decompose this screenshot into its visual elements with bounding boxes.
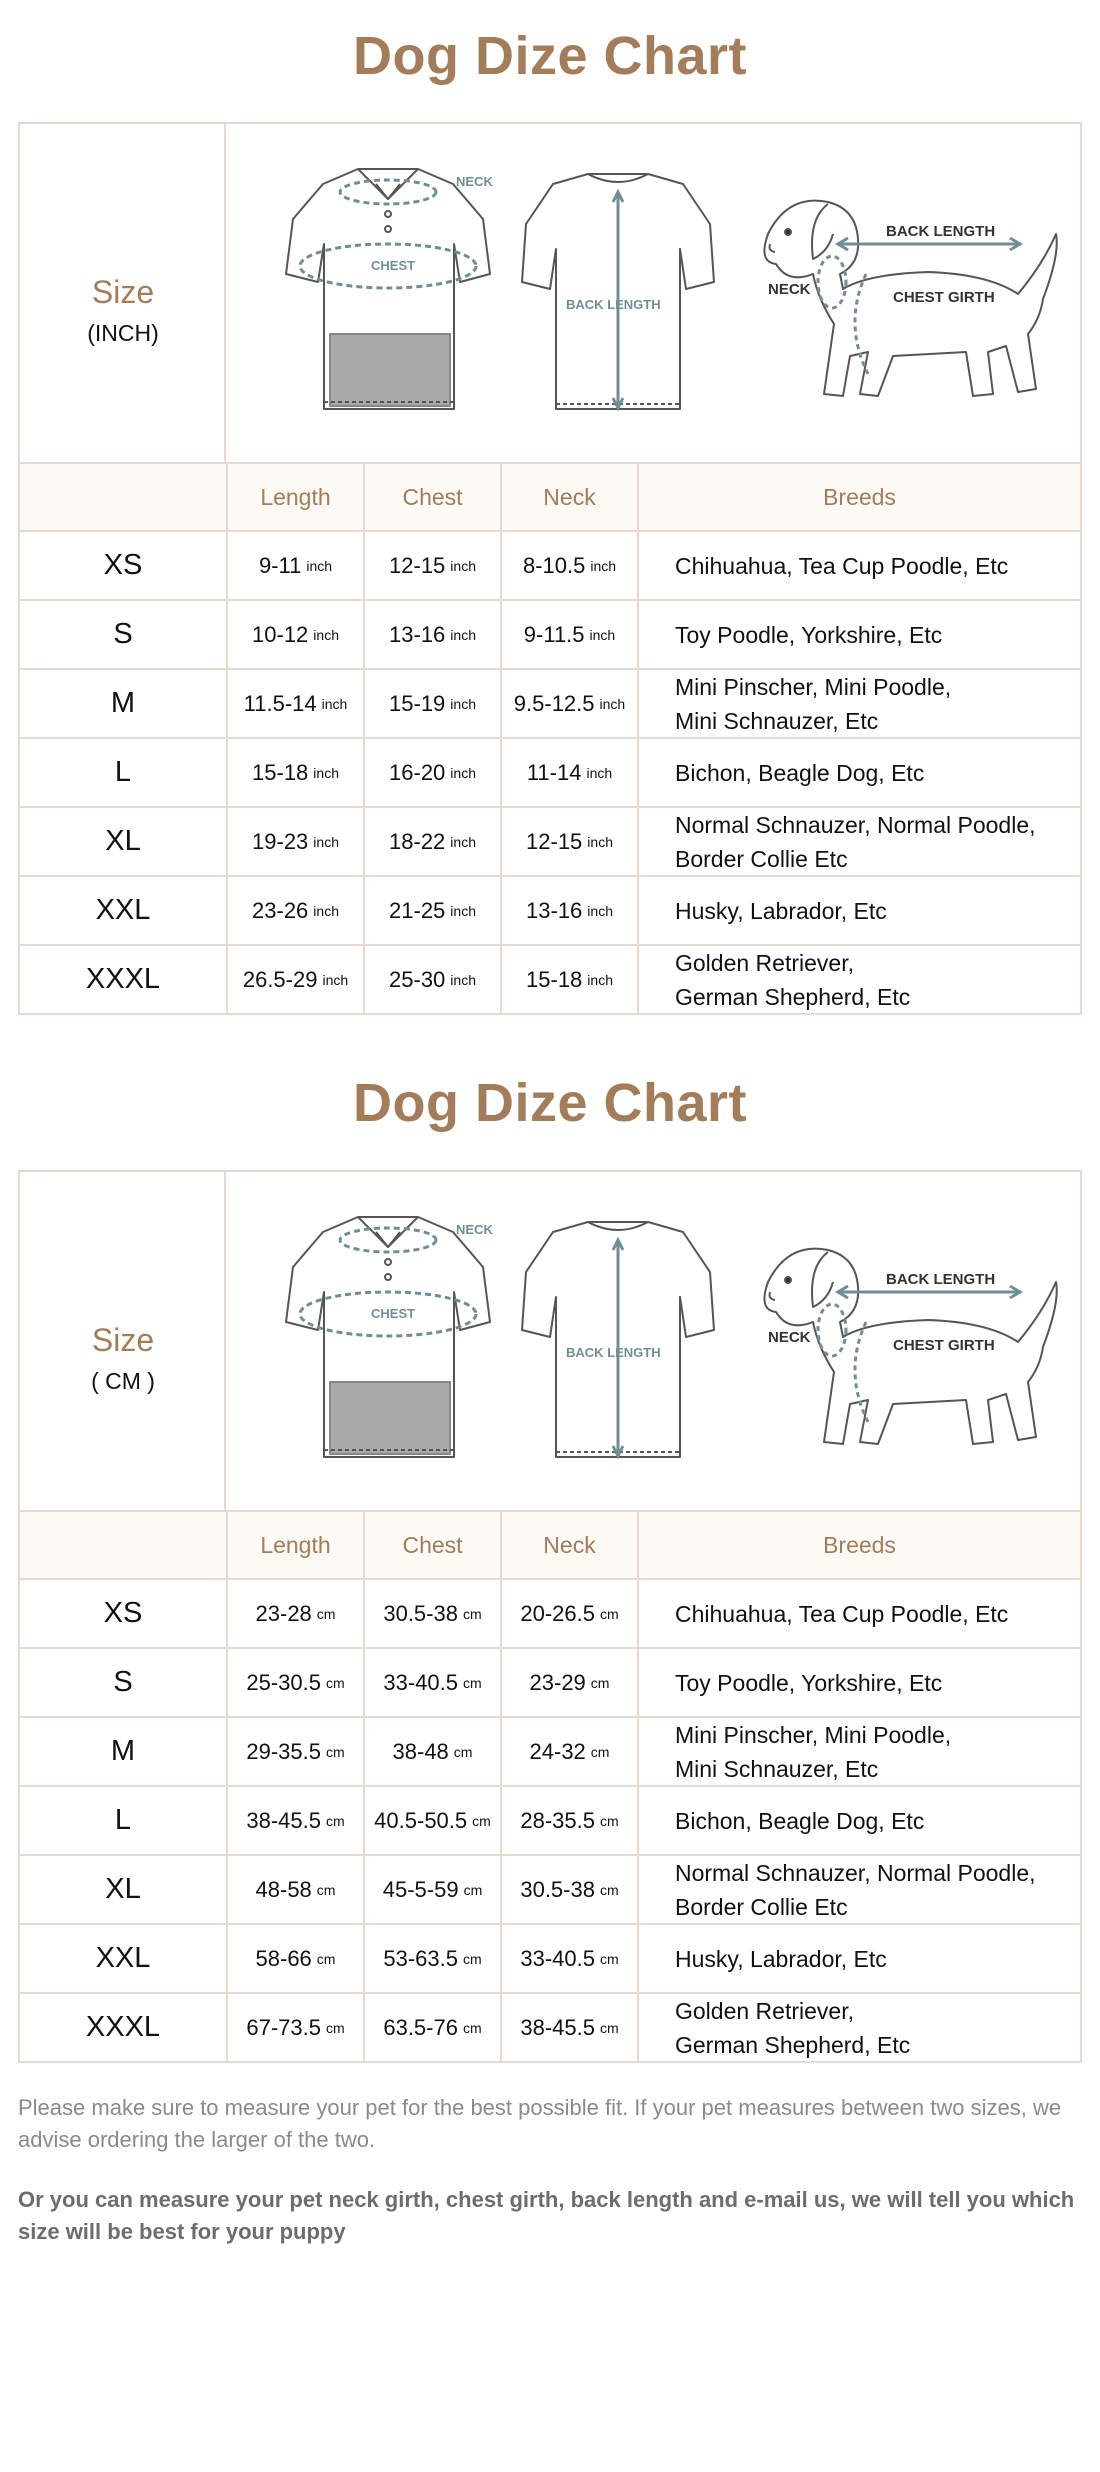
length-value: 9-11 inch xyxy=(226,532,363,599)
length-value: 38-45.5 cm xyxy=(226,1787,363,1854)
size-value: XS xyxy=(103,549,143,581)
chest-value: 63.5-76 cm xyxy=(363,1994,500,2061)
breeds-value: Toy Poodle, Yorkshire, Etc xyxy=(637,601,1080,668)
breeds-value: Husky, Labrador, Etc xyxy=(637,877,1080,944)
column-header: Length xyxy=(226,464,363,530)
size-value: XXXL xyxy=(85,963,161,995)
size-value: M xyxy=(110,1735,136,1767)
column-header xyxy=(20,1512,226,1578)
size-value: S xyxy=(113,1666,133,1698)
length-value: 67-73.5 cm xyxy=(226,1994,363,2061)
size-value: XL xyxy=(105,1873,141,1905)
neck-label: NECK xyxy=(768,1329,811,1346)
neck-value: 23-29 cm xyxy=(500,1649,637,1716)
size-cell xyxy=(20,124,226,462)
column-header: Chest xyxy=(363,1512,500,1578)
size-value: XXL xyxy=(95,1942,151,1974)
neck-value: 30.5-38 cm xyxy=(500,1856,637,1923)
chest-value: 12-15 inch xyxy=(363,532,500,599)
breeds-value: Chihuahua, Tea Cup Poodle, Etc xyxy=(637,532,1080,599)
breeds-value: Mini Pinscher, Mini Poodle, Mini Schnauzer, Etc xyxy=(637,1718,1080,1785)
back-length-label: BACK LENGTH xyxy=(566,297,661,312)
size-value: XXL xyxy=(95,894,151,926)
column-header: Breeds xyxy=(637,464,1080,530)
length-value: 23-26 inch xyxy=(226,877,363,944)
neck-label: NECK xyxy=(456,1222,493,1237)
fit-note: Please make sure to measure your pet for the best possible fit. If your pet measures between two sizes, we advise ordering the larger of the two. xyxy=(18,2095,1062,2152)
neck-value: 12-15 inch xyxy=(500,808,637,875)
back-length-label: BACK LENGTH xyxy=(566,1345,661,1360)
table-row xyxy=(20,877,1080,946)
unit-label: (INCH) xyxy=(87,320,159,346)
chart-title: Dog Dize Chart xyxy=(352,1073,748,1133)
breeds-value: Mini Pinscher, Mini Poodle, Mini Schnauzer, Etc xyxy=(637,670,1080,737)
breeds-value: Bichon, Beagle Dog, Etc xyxy=(637,1787,1080,1854)
neck-value: 15-18 inch xyxy=(500,946,637,1013)
size-value: L xyxy=(114,756,132,788)
table-row xyxy=(20,1994,1080,2061)
column-header: Neck xyxy=(500,1512,637,1578)
length-value: 11.5-14 inch xyxy=(226,670,363,737)
chest-value: 30.5-38 cm xyxy=(363,1580,500,1647)
table-row xyxy=(20,1718,1080,1787)
size-label: Size xyxy=(91,1322,155,1358)
table-header xyxy=(20,464,1080,532)
chest-value: 25-30 inch xyxy=(363,946,500,1013)
length-value: 48-58 cm xyxy=(226,1856,363,1923)
neck-value: 20-26.5 cm xyxy=(500,1580,637,1647)
size-value: XXXL xyxy=(85,2011,161,2043)
column-header: Neck xyxy=(500,464,637,530)
size-cell xyxy=(20,1172,226,1510)
length-value: 26.5-29 inch xyxy=(226,946,363,1013)
length-value: 10-12 inch xyxy=(226,601,363,668)
neck-value: 9.5-12.5 inch xyxy=(500,670,637,737)
length-value: 25-30.5 cm xyxy=(226,1649,363,1716)
column-header: Breeds xyxy=(637,1512,1080,1578)
table-row xyxy=(20,946,1080,1013)
illustration xyxy=(228,1172,1080,1510)
size-value: L xyxy=(114,1804,132,1836)
neck-value: 38-45.5 cm xyxy=(500,1994,637,2061)
chest-value: 45-5-59 cm xyxy=(363,1856,500,1923)
table-row xyxy=(20,601,1080,670)
table-row xyxy=(20,1649,1080,1718)
column-header: Length xyxy=(226,1512,363,1578)
measurement-illustration xyxy=(228,1172,1080,1510)
illustration-row xyxy=(20,124,1080,464)
chest-value: 16-20 inch xyxy=(363,739,500,806)
neck-value: 24-32 cm xyxy=(500,1718,637,1785)
chest-value: 40.5-50.5 cm xyxy=(363,1787,500,1854)
chest-value: 53-63.5 cm xyxy=(363,1925,500,1992)
breeds-value: Toy Poodle, Yorkshire, Etc xyxy=(637,1649,1080,1716)
breeds-value: Chihuahua, Tea Cup Poodle, Etc xyxy=(637,1580,1080,1647)
table-row xyxy=(20,1787,1080,1856)
length-value: 23-28 cm xyxy=(226,1580,363,1647)
table-body xyxy=(20,532,1080,1013)
column-header: Chest xyxy=(363,464,500,530)
table-row xyxy=(20,808,1080,877)
size-value: M xyxy=(110,687,136,719)
chart-title: Dog Dize Chart xyxy=(352,26,748,86)
measurement-illustration xyxy=(228,124,1080,462)
contact-note: Or you can measure your pet neck girth, chest girth, back length and e-mail us, we will tell you which size will be best for your puppy xyxy=(18,2187,1075,2244)
neck-label: NECK xyxy=(456,174,493,189)
breeds-value: Golden Retriever, German Shepherd, Etc xyxy=(637,1994,1080,2061)
neck-label: NECK xyxy=(768,281,811,298)
chest-girth-label: CHEST GIRTH xyxy=(893,1337,995,1354)
size-value: XL xyxy=(105,825,141,857)
neck-value: 13-16 inch xyxy=(500,877,637,944)
neck-value: 33-40.5 cm xyxy=(500,1925,637,1992)
size-value: S xyxy=(113,618,133,650)
table-row xyxy=(20,670,1080,739)
length-value: 58-66 cm xyxy=(226,1925,363,1992)
breeds-value: Normal Schnauzer, Normal Poodle, Border Collie Etc xyxy=(637,1856,1080,1923)
neck-value: 28-35.5 cm xyxy=(500,1787,637,1854)
size-chart-cm xyxy=(18,1170,1082,2063)
breeds-value: Husky, Labrador, Etc xyxy=(637,1925,1080,1992)
back-length-label: BACK LENGTH xyxy=(886,1271,996,1288)
table-row xyxy=(20,532,1080,601)
chest-value: 15-19 inch xyxy=(363,670,500,737)
chest-value: 38-48 cm xyxy=(363,1718,500,1785)
illustration xyxy=(228,124,1080,462)
illustration-row xyxy=(20,1172,1080,1512)
chest-label: CHEST xyxy=(371,258,416,273)
chest-label: CHEST xyxy=(371,1306,416,1321)
table-row xyxy=(20,739,1080,808)
size-value: XS xyxy=(103,1597,143,1629)
chest-girth-label: CHEST GIRTH xyxy=(893,289,995,306)
chest-value: 21-25 inch xyxy=(363,877,500,944)
breeds-value: Normal Schnauzer, Normal Poodle, Border Collie Etc xyxy=(637,808,1080,875)
column-header xyxy=(20,464,226,530)
breeds-value: Bichon, Beagle Dog, Etc xyxy=(637,739,1080,806)
breeds-value: Golden Retriever, German Shepherd, Etc xyxy=(637,946,1080,1013)
back-length-label: BACK LENGTH xyxy=(886,223,996,240)
unit-label: ( CM ) xyxy=(91,1368,155,1394)
chest-value: 33-40.5 cm xyxy=(363,1649,500,1716)
table-header xyxy=(20,1512,1080,1580)
length-value: 29-35.5 cm xyxy=(226,1718,363,1785)
table-body xyxy=(20,1580,1080,2061)
size-chart-inch xyxy=(18,122,1082,1015)
neck-value: 8-10.5 inch xyxy=(500,532,637,599)
table-row xyxy=(20,1580,1080,1649)
length-value: 19-23 inch xyxy=(226,808,363,875)
table-row xyxy=(20,1925,1080,1994)
size-label: Size xyxy=(91,274,155,310)
chest-value: 18-22 inch xyxy=(363,808,500,875)
neck-value: 11-14 inch xyxy=(500,739,637,806)
neck-value: 9-11.5 inch xyxy=(500,601,637,668)
table-row xyxy=(20,1856,1080,1925)
chest-value: 13-16 inch xyxy=(363,601,500,668)
length-value: 15-18 inch xyxy=(226,739,363,806)
